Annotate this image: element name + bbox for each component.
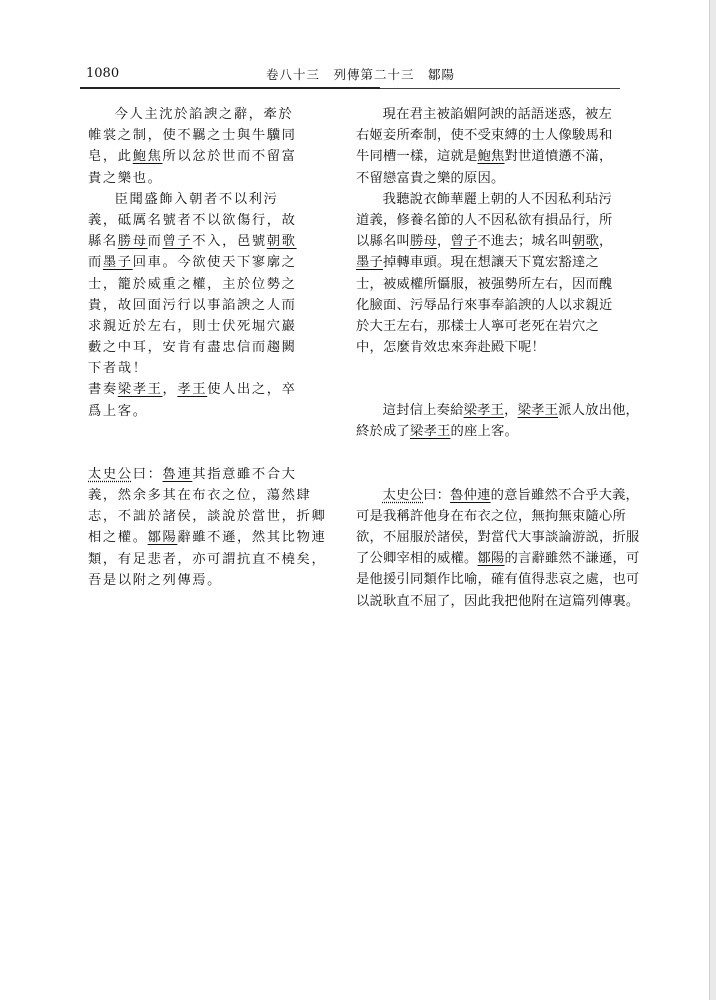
proper-name: 梁孝王 <box>117 382 163 398</box>
text-segment: 志，不詘於諸侯，談說於當世，折卿 <box>88 509 327 525</box>
text-line <box>356 125 642 146</box>
text-line <box>88 104 302 125</box>
text-segment: 藪之中耳，安肯有盡忠信而趨闕 <box>88 340 297 356</box>
text-segment: 對世道憤懣不滿， <box>504 149 613 165</box>
text-line <box>356 168 642 189</box>
text-line <box>88 401 302 422</box>
header-rule-thin <box>380 88 620 89</box>
proper-name: 勝母 <box>410 234 437 250</box>
proper-name: 鮑焦 <box>132 149 163 165</box>
text-segment: 是他援引同類作比喻，確有值得悲哀之處，也可 <box>356 572 640 588</box>
text-segment: 可是我稱許他身在布衣之位，無拘無束隨心所 <box>356 508 626 524</box>
text-line <box>88 358 302 379</box>
text-segment: 的意旨雖然不合乎大義， <box>490 487 640 503</box>
header-rule <box>80 87 380 89</box>
text-segment: 道義，修養名節的人不因私欲有損品行，所 <box>356 212 613 228</box>
text-line <box>356 548 642 569</box>
text-segment: 義，砥厲名號者不以欲傷行，故 <box>88 212 297 228</box>
text-segment: 牛同槽一樣，這就是 <box>356 149 478 165</box>
proper-name: 墨子 <box>356 255 383 271</box>
text-segment: 派人放出他， <box>558 403 640 419</box>
text-line <box>88 337 302 358</box>
text-segment: 縣名 <box>88 234 118 250</box>
text-line <box>356 591 642 612</box>
text-segment: 以縣名叫 <box>356 234 410 250</box>
proper-name: 勝母 <box>117 234 148 250</box>
text-line <box>356 274 642 295</box>
text-line <box>88 252 302 273</box>
text-segment: 義，然余多其在布衣之位，蕩然肆 <box>88 488 312 503</box>
text-line <box>356 506 642 527</box>
text-segment: 化臉面、污辱品行來事奉諂諛的人以求親近 <box>356 297 613 313</box>
text-line <box>88 485 312 506</box>
text-segment: 吾是以附之列傳焉。 <box>88 572 223 588</box>
proper-name: 魯仲連 <box>450 487 491 503</box>
text-segment: 不進去；城名叫 <box>477 234 572 250</box>
text-line <box>356 231 642 252</box>
text-segment: 而 <box>88 255 103 271</box>
text-line <box>88 146 302 167</box>
proper-name: 鮑焦 <box>477 149 505 165</box>
text-line <box>356 569 642 590</box>
text-segment: 的言辭雖然不謙遜，可 <box>504 551 640 567</box>
text-line <box>356 295 642 316</box>
text-line <box>88 464 302 485</box>
text-segment: 不留戀富貴之樂的原因。 <box>356 170 505 186</box>
text-segment: 辭雖不遜，然其比物連 <box>177 530 327 546</box>
text-line <box>88 210 302 231</box>
text-segment: 掉轉車頭。現在想讓天下寬宏豁達之 <box>383 255 599 271</box>
text-segment: 士，被威權所懾服，被强勢所左右，因而醜 <box>356 276 613 292</box>
text-line <box>356 189 642 210</box>
proper-name: 梁孝王 <box>410 424 451 440</box>
text-segment: ， <box>162 382 178 398</box>
text-segment: 臣聞盛飾入朝者不以利污 <box>114 191 279 207</box>
text-segment: 以説耿直不屈了，因此我把他附在這篇列傳裏。 <box>356 593 640 609</box>
text-segment: 皂，此 <box>88 149 133 165</box>
running-head: 卷八十三 列傳第二十三 鄒陽 <box>266 67 456 82</box>
text-line <box>88 570 302 591</box>
proper-name: 朝歌 <box>571 234 599 250</box>
text-segment: 所以忿於世而不留富 <box>162 149 297 165</box>
text-segment: 求親近於左右，則士伏死堀穴巖 <box>88 318 297 334</box>
text-segment: 下者哉！ <box>88 361 148 377</box>
text-segment: 的座上客。 <box>450 424 518 440</box>
text-line <box>88 379 302 400</box>
text-segment: 其指意雖不合大 <box>192 466 297 482</box>
text-segment: 欲，不屈服於諸侯，對當代大事談論游説，折服 <box>356 530 640 545</box>
translation-column <box>356 104 642 612</box>
text-segment: 士，籠於威重之權，主於位勢之 <box>88 276 297 292</box>
text-line <box>88 274 302 295</box>
text-segment: ， <box>598 234 613 250</box>
proper-name: 太史公 <box>382 487 424 503</box>
text-segment: 這封信上奏給 <box>382 403 464 419</box>
page-header <box>80 64 620 86</box>
text-line <box>88 231 302 252</box>
paragraph-gap <box>88 422 302 464</box>
text-line <box>356 210 642 231</box>
text-line <box>88 527 327 548</box>
text-segment: 而 <box>147 234 163 250</box>
proper-name: 墨子 <box>102 255 133 271</box>
proper-name: 朝歌 <box>266 234 297 250</box>
text-segment: 類，有足悲者，亦可謂抗直不橈矣， <box>88 551 327 567</box>
text-line <box>356 146 642 167</box>
text-segment: 今人主沈於諂諛之辭，牽於 <box>114 107 294 122</box>
text-segment: 使人出之，卒 <box>207 382 297 398</box>
text-segment: 中，怎麼肯效忠來奔赴殿下呢！ <box>356 340 545 356</box>
text-line <box>356 104 642 125</box>
text-line <box>88 506 327 527</box>
proper-name: 梁孝王 <box>517 403 559 419</box>
text-segment: 曰： <box>423 487 451 503</box>
text-line <box>88 549 327 570</box>
text-segment: 了公卿宰相的威權。 <box>356 551 478 567</box>
text-segment: 貴之樂也。 <box>88 170 163 186</box>
text-segment: 相之權。 <box>88 530 148 546</box>
text-segment: 現在君主被諂媚阿諛的話語迷惑，被左 <box>382 107 613 122</box>
proper-name: 鄒陽 <box>477 551 505 567</box>
text-segment: 帷裳之制，使不羈之士與牛驥同 <box>88 128 297 144</box>
page-edge <box>709 0 716 1000</box>
text-segment: 我聽說衣飾華麗上朝的人不因私利玷污 <box>382 191 613 207</box>
text-line <box>88 295 302 316</box>
text-segment: 爲上客。 <box>88 403 148 419</box>
classical-text-column <box>88 104 327 591</box>
text-segment: ， <box>437 234 451 250</box>
proper-name: 魯連 <box>162 466 193 482</box>
text-line <box>88 125 302 146</box>
text-segment: ， <box>504 403 518 419</box>
text-line <box>356 400 642 421</box>
proper-name: 太史公 <box>88 466 133 482</box>
text-line <box>356 252 642 273</box>
text-segment: 曰： <box>132 466 163 482</box>
proper-name: 梁孝王 <box>463 403 505 419</box>
text-line <box>356 337 642 358</box>
text-segment: 終於成了 <box>356 424 410 440</box>
text-segment: 不入，邑號 <box>192 234 267 250</box>
text-line <box>356 316 642 337</box>
proper-name: 曾子 <box>162 234 193 250</box>
text-line <box>88 168 302 189</box>
page-number: 1080 <box>86 66 120 81</box>
text-segment: 貴，故回面污行以事諂諛之人而 <box>88 297 297 313</box>
text-line <box>88 189 302 210</box>
text-segment: 回車。今欲使天下寥廓之 <box>132 255 297 271</box>
text-segment: 於大王左右，那樣士人寧可老死在岩穴之 <box>356 318 599 334</box>
paragraph-gap <box>356 358 642 400</box>
text-line <box>356 485 642 506</box>
text-line <box>88 316 302 337</box>
proper-name: 孝王 <box>177 382 208 398</box>
paragraph-gap <box>356 443 642 485</box>
text-line <box>356 421 642 442</box>
proper-name: 曾子 <box>450 234 478 250</box>
text-line <box>356 527 642 548</box>
proper-name: 鄒陽 <box>147 530 178 546</box>
text-segment: 書奏 <box>88 382 118 398</box>
text-segment: 右姬妾所牽制，使不受束縛的士人像駿馬和 <box>356 128 613 144</box>
